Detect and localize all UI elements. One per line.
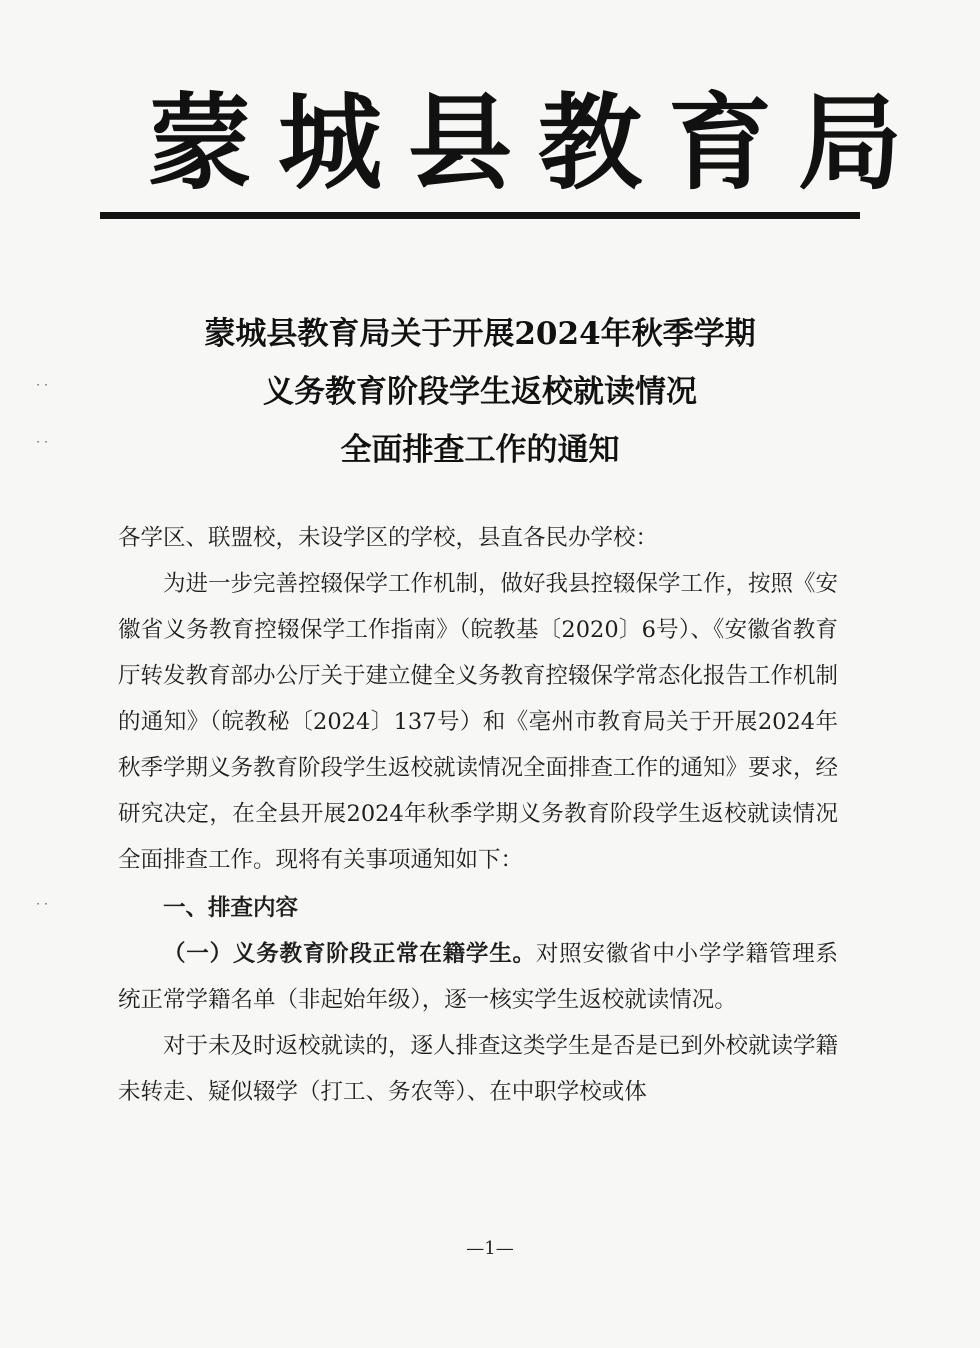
scan-speck: ⋅ ⋅ bbox=[36, 435, 49, 449]
masthead-org-name: 蒙城县教育局 bbox=[148, 81, 929, 204]
scan-speck: ⋅ ⋅ bbox=[36, 378, 49, 392]
item-1-followup-paragraph: 对于未及时返校就读的，逐人排查这类学生是否是已到外校就读学籍未转走、疑似辍学（打工、务农等）、在中职学校或体 bbox=[118, 1033, 839, 1105]
item-1-paragraph bbox=[118, 931, 838, 1023]
intro-paragraph: 为进一步完善控辍保学工作机制，做好我县控辍保学工作，按照《安徽省义务教育控辍保学工作指南》（皖教基〔2020〕6号）、《安徽省教育厅转发教育部办公厅关于建立健全义务教育控辍保学常态化报告工作机制的通知》（皖教秘〔2024〕137号）和《亳州市教育局关于开展2024年秋季学期义务教育阶段学生返校就读情况全面排查工作的通知》要求，经研究决定，在全县开展2024年秋季学期义务教育阶段学生返校就读情况全面排查工作。现将有关事项通知如下： bbox=[118, 571, 839, 873]
scan-speck: ⋅ ⋅ bbox=[36, 897, 49, 911]
masthead-divider bbox=[100, 212, 860, 219]
item-1-text: 对照安徽省中小学学籍管理系统正常学籍名单（非起始年级），逐一核实学生返校就读情况。 bbox=[118, 941, 838, 1013]
document-body bbox=[118, 515, 838, 1115]
item-1-heading: （一）义务教育阶段正常在籍学生。 bbox=[163, 941, 536, 967]
page-number: —1— bbox=[466, 1238, 514, 1259]
document-title bbox=[100, 305, 860, 479]
title-line-3: 全面排查工作的通知 bbox=[340, 432, 620, 468]
title-line-2: 义务教育阶段学生返校就读情况 bbox=[263, 374, 697, 410]
section-1-heading: 一、排查内容 bbox=[163, 895, 299, 921]
salutation: 各学区、联盟校，未设学区的学校，县直各民办学校： bbox=[118, 525, 659, 551]
title-line-1: 蒙城县教育局关于开展2024年秋季学期 bbox=[204, 316, 756, 352]
